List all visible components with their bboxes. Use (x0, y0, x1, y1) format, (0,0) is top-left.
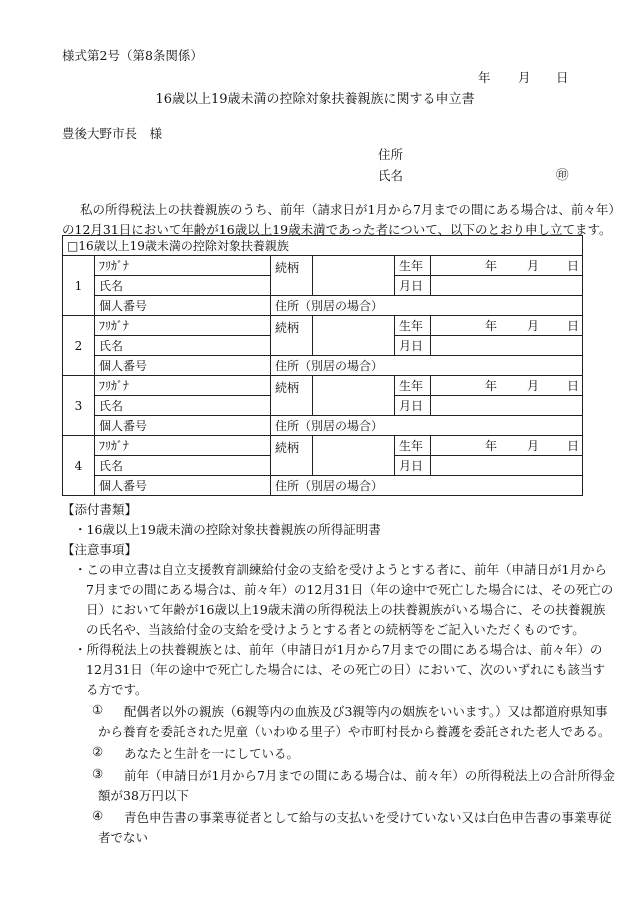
birth-label-top: 生年 (395, 316, 431, 336)
condition-text: 青色申告書の事業専従者として給与の支払いを受けていない又は白色申告書の事業専従 (124, 810, 612, 825)
birth-label-top: 生年 (395, 256, 431, 276)
address-label: 住所（別居の場合） (271, 356, 583, 376)
condition-text: から養育を委託された児童（いわゆる里子）や市町村長から養護を委託された老人である。 (98, 724, 611, 739)
condition-mark: ① (92, 702, 104, 717)
note-line: る方です。 (86, 682, 148, 697)
relation-label: 続柄 (271, 436, 313, 476)
attachment-item: ・16歳以上19歳未満の控除対象扶養親族の所得証明書 (74, 522, 381, 537)
mynumber-label: 個人番号 (95, 476, 271, 496)
intro-line-2: の12月31日において年齢が16歳以上19歳未満であった者について、以下のとおり申し立てます。 (62, 222, 612, 237)
birth-date-field-2[interactable] (431, 396, 583, 416)
furigana-label: ﾌﾘｶﾞﾅ (95, 376, 271, 396)
address-label: 住所（別居の場合） (271, 296, 583, 316)
relation-field[interactable] (313, 256, 395, 296)
condition-text: 者でない (98, 830, 149, 845)
furigana-label: ﾌﾘｶﾞﾅ (95, 316, 271, 336)
condition-mark: ② (92, 744, 104, 759)
relation-label: 続柄 (271, 316, 313, 356)
dependent-row-1 (63, 256, 583, 316)
name-label: 氏名 (95, 396, 271, 416)
birth-date-field-2[interactable] (431, 456, 583, 476)
document-title: 16歳以上19歳未満の控除対象扶養親族に関する申立書 (155, 92, 475, 107)
date-month-label: 月 (518, 70, 531, 85)
birth-label-top: 生年 (395, 436, 431, 456)
table-header: □16歳以上19歳未満の控除対象扶養親族 (63, 236, 583, 256)
note-line: 12月31日（年の途中で死亡した場合には、その死亡の日）において、次のいずれにも該当す (86, 662, 606, 677)
row-number: 4 (63, 436, 95, 496)
birth-label-bottom: 月日 (395, 396, 431, 416)
note-line: ・この申立書は自立支援教育訓練給付金の支給を受けようとする者に、前年（申請日が1月から (74, 562, 607, 577)
relation-field[interactable] (313, 376, 395, 416)
birth-date-field[interactable]: 年 月 日 (431, 376, 583, 396)
note-line: 日）において年齢が16歳以上19歳未満の所得税法上の扶養親族がいる場合に、その扶養親族 (86, 602, 606, 617)
row-number: 1 (63, 256, 95, 316)
birth-label-bottom: 月日 (395, 276, 431, 296)
relation-label: 続柄 (271, 376, 313, 416)
dependents-table (62, 235, 583, 496)
date-year-label: 年 (478, 70, 491, 85)
note-line: ・所得税法上の扶養親族とは、前年（申請日が1月から7月までの間にある場合は、前々年）の (74, 642, 603, 657)
name-label: 氏名 (95, 276, 271, 296)
condition-text: 前年（申請日が1月から7月までの間にある場合は、前々年）の所得税法上の合計所得金 (124, 768, 615, 783)
dependent-row-2 (63, 316, 583, 376)
mynumber-label: 個人番号 (95, 356, 271, 376)
name-label: 氏名 (95, 336, 271, 356)
seal-mark: ㊞ (556, 167, 569, 182)
row-number: 3 (63, 376, 95, 436)
birth-label-bottom: 月日 (395, 456, 431, 476)
address-label: 住所（別居の場合） (271, 416, 583, 436)
form-number: 様式第2号（第8条関係） (62, 48, 203, 63)
relation-label: 続柄 (271, 256, 313, 296)
birth-date-field[interactable]: 年 月 日 (431, 316, 583, 336)
condition-mark: ③ (92, 766, 104, 781)
row-number: 2 (63, 316, 95, 376)
dependent-row-3 (63, 376, 583, 436)
applicant-name-label: 氏名 (378, 168, 404, 183)
birth-label-top: 生年 (395, 376, 431, 396)
note-line: 7月までの間にある場合は、前々年）の12月31日（年の途中で死亡した場合には、その死亡の (86, 582, 614, 597)
condition-text: 配偶者以外の親族（6親等内の血族及び3親等内の姻族をいいます。）又は都道府県知事 (124, 704, 608, 719)
birth-label-bottom: 月日 (395, 336, 431, 356)
birth-date-field[interactable]: 年 月 日 (431, 256, 583, 276)
furigana-label: ﾌﾘｶﾞﾅ (95, 256, 271, 276)
relation-field[interactable] (313, 316, 395, 356)
date-day-label: 日 (556, 70, 569, 85)
relation-field[interactable] (313, 436, 395, 476)
furigana-label: ﾌﾘｶﾞﾅ (95, 436, 271, 456)
note-line: の氏名や、当該給付金の支給を受けようとする者との続柄等をご記入いただくものです。 (86, 622, 585, 637)
intro-line-1: 私の所得税法上の扶養親族のうち、前年（請求日が1月から7月までの間にある場合は、前々年） (80, 202, 621, 217)
condition-text: 額が38万円以下 (98, 788, 189, 803)
dependent-row-4 (63, 436, 583, 496)
condition-text: あなたと生計を一にしている。 (124, 746, 300, 761)
mynumber-label: 個人番号 (95, 416, 271, 436)
mynumber-label: 個人番号 (95, 296, 271, 316)
address-label: 住所（別居の場合） (271, 476, 583, 496)
name-label: 氏名 (95, 456, 271, 476)
birth-date-field[interactable]: 年 月 日 (431, 436, 583, 456)
condition-mark: ④ (92, 808, 104, 823)
notes-heading: 【注意事項】 (62, 542, 138, 557)
birth-date-field-2[interactable] (431, 276, 583, 296)
applicant-address-label: 住所 (378, 147, 404, 162)
attachments-heading: 【添付書類】 (62, 502, 138, 517)
birth-date-field-2[interactable] (431, 336, 583, 356)
addressee: 豊後大野市長 様 (62, 126, 163, 141)
